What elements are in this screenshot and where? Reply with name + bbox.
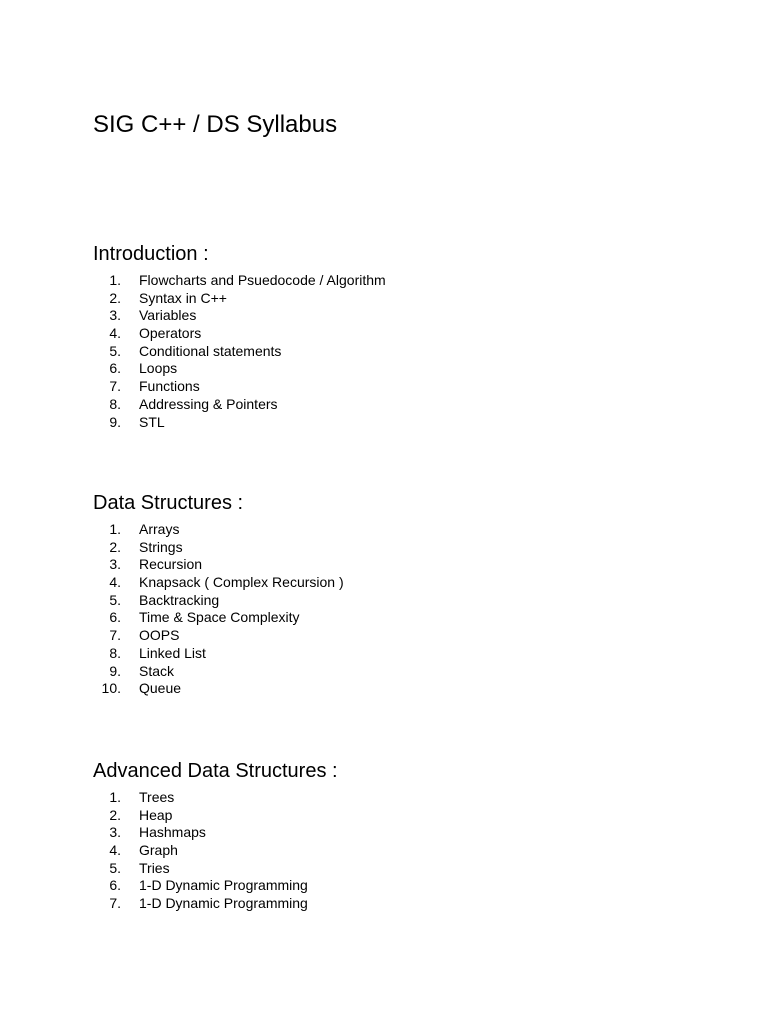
- topic-list: [93, 272, 733, 431]
- list-item-number: 5.: [109, 859, 121, 876]
- list-item: [93, 609, 733, 627]
- list-item-text: Arrays: [139, 521, 180, 537]
- list-item-text: Addressing & Pointers: [139, 395, 278, 412]
- list-item-text: Time & Space Complexity: [139, 609, 300, 626]
- topic-list: [93, 521, 733, 698]
- list-item-number: 3.: [109, 556, 121, 573]
- list-item-number: 5.: [109, 342, 121, 359]
- list-item: [93, 842, 733, 860]
- list-item-number: 7.: [109, 378, 121, 395]
- list-item-text: STL: [139, 413, 165, 430]
- list-item: [93, 521, 733, 539]
- list-item: [93, 627, 733, 645]
- list-item-text: Backtracking: [139, 591, 220, 608]
- list-item: [93, 307, 733, 325]
- list-item-number: 9.: [109, 413, 121, 430]
- list-item: [93, 789, 733, 807]
- list-item-number: 1.: [109, 521, 121, 537]
- list-item: [93, 807, 733, 825]
- list-item: [93, 860, 733, 878]
- section-data-structures: [93, 490, 733, 698]
- list-item-number: 1.: [109, 272, 121, 288]
- list-item: [93, 360, 733, 378]
- list-item-text: Flowcharts and Psuedocode / Algorithm: [139, 272, 386, 288]
- list-item-number: 6.: [109, 360, 121, 377]
- topic-list: [93, 789, 733, 913]
- list-item: [93, 680, 733, 698]
- list-item: [93, 539, 733, 557]
- list-item-number: 4.: [109, 842, 121, 859]
- list-item-number: 5.: [109, 591, 121, 608]
- list-item-number: 9.: [109, 662, 121, 679]
- list-item: [93, 895, 733, 913]
- list-item-text: Syntax in C++: [139, 289, 227, 306]
- list-item-text: Linked List: [139, 644, 206, 661]
- section-introduction: [93, 241, 733, 431]
- list-item-text: Loops: [139, 360, 178, 377]
- list-item-text: Recursion: [139, 556, 203, 573]
- list-item: [93, 396, 733, 414]
- list-item-text: Knapsack ( Complex Recursion ): [139, 574, 344, 591]
- list-item-text: Functions: [139, 378, 200, 395]
- list-item-number: 4.: [109, 325, 121, 342]
- list-item-text: Operators: [139, 325, 202, 342]
- list-item-text: 1-D Dynamic Programming: [139, 895, 308, 912]
- list-item-number: 8.: [109, 395, 121, 412]
- list-item: [93, 574, 733, 592]
- list-item-number: 7.: [109, 627, 121, 644]
- list-item: [93, 556, 733, 574]
- list-item-number: 2.: [109, 806, 121, 823]
- list-item-number: 2.: [109, 289, 121, 306]
- list-item-number: 4.: [109, 574, 121, 591]
- list-item: [93, 325, 733, 343]
- list-item-text: Tries: [139, 859, 170, 876]
- page-title: SIG C++ / DS Syllabus: [93, 111, 338, 138]
- list-item-text: OOPS: [139, 627, 180, 644]
- list-item-text: Queue: [139, 680, 182, 697]
- list-item: [93, 290, 733, 308]
- list-item: [93, 343, 733, 361]
- list-item: [93, 414, 733, 432]
- list-item-number: 8.: [109, 644, 121, 661]
- list-item-number: 3.: [109, 824, 121, 841]
- list-item-number: 6.: [109, 877, 121, 894]
- list-item-text: Hashmaps: [139, 824, 206, 841]
- list-item: [93, 378, 733, 396]
- list-item-text: Trees: [139, 789, 175, 805]
- list-item-number: 7.: [109, 895, 121, 912]
- list-item-text: Conditional statements: [139, 342, 282, 359]
- section-heading: Data Structures :: [93, 492, 244, 514]
- list-item-number: 1.: [109, 789, 121, 805]
- list-item: [93, 877, 733, 895]
- list-item-text: Strings: [139, 538, 183, 555]
- list-item-text: 1-D Dynamic Programming: [139, 877, 308, 894]
- list-item-number: 10.: [101, 680, 121, 697]
- section-heading: Advanced Data Structures :: [93, 760, 338, 782]
- list-item-number: 6.: [109, 609, 121, 626]
- list-item: [93, 272, 733, 290]
- list-item-number: 3.: [109, 307, 121, 324]
- list-item-text: Graph: [139, 842, 178, 859]
- list-item: [93, 645, 733, 663]
- list-item-text: Stack: [139, 662, 175, 679]
- list-item-number: 2.: [109, 538, 121, 555]
- list-item: [93, 663, 733, 681]
- list-item-text: Variables: [139, 307, 197, 324]
- section-heading: Introduction :: [93, 243, 209, 265]
- list-item: [93, 592, 733, 610]
- section-advanced-data-structures: [93, 758, 733, 913]
- list-item: [93, 824, 733, 842]
- list-item-text: Heap: [139, 806, 173, 823]
